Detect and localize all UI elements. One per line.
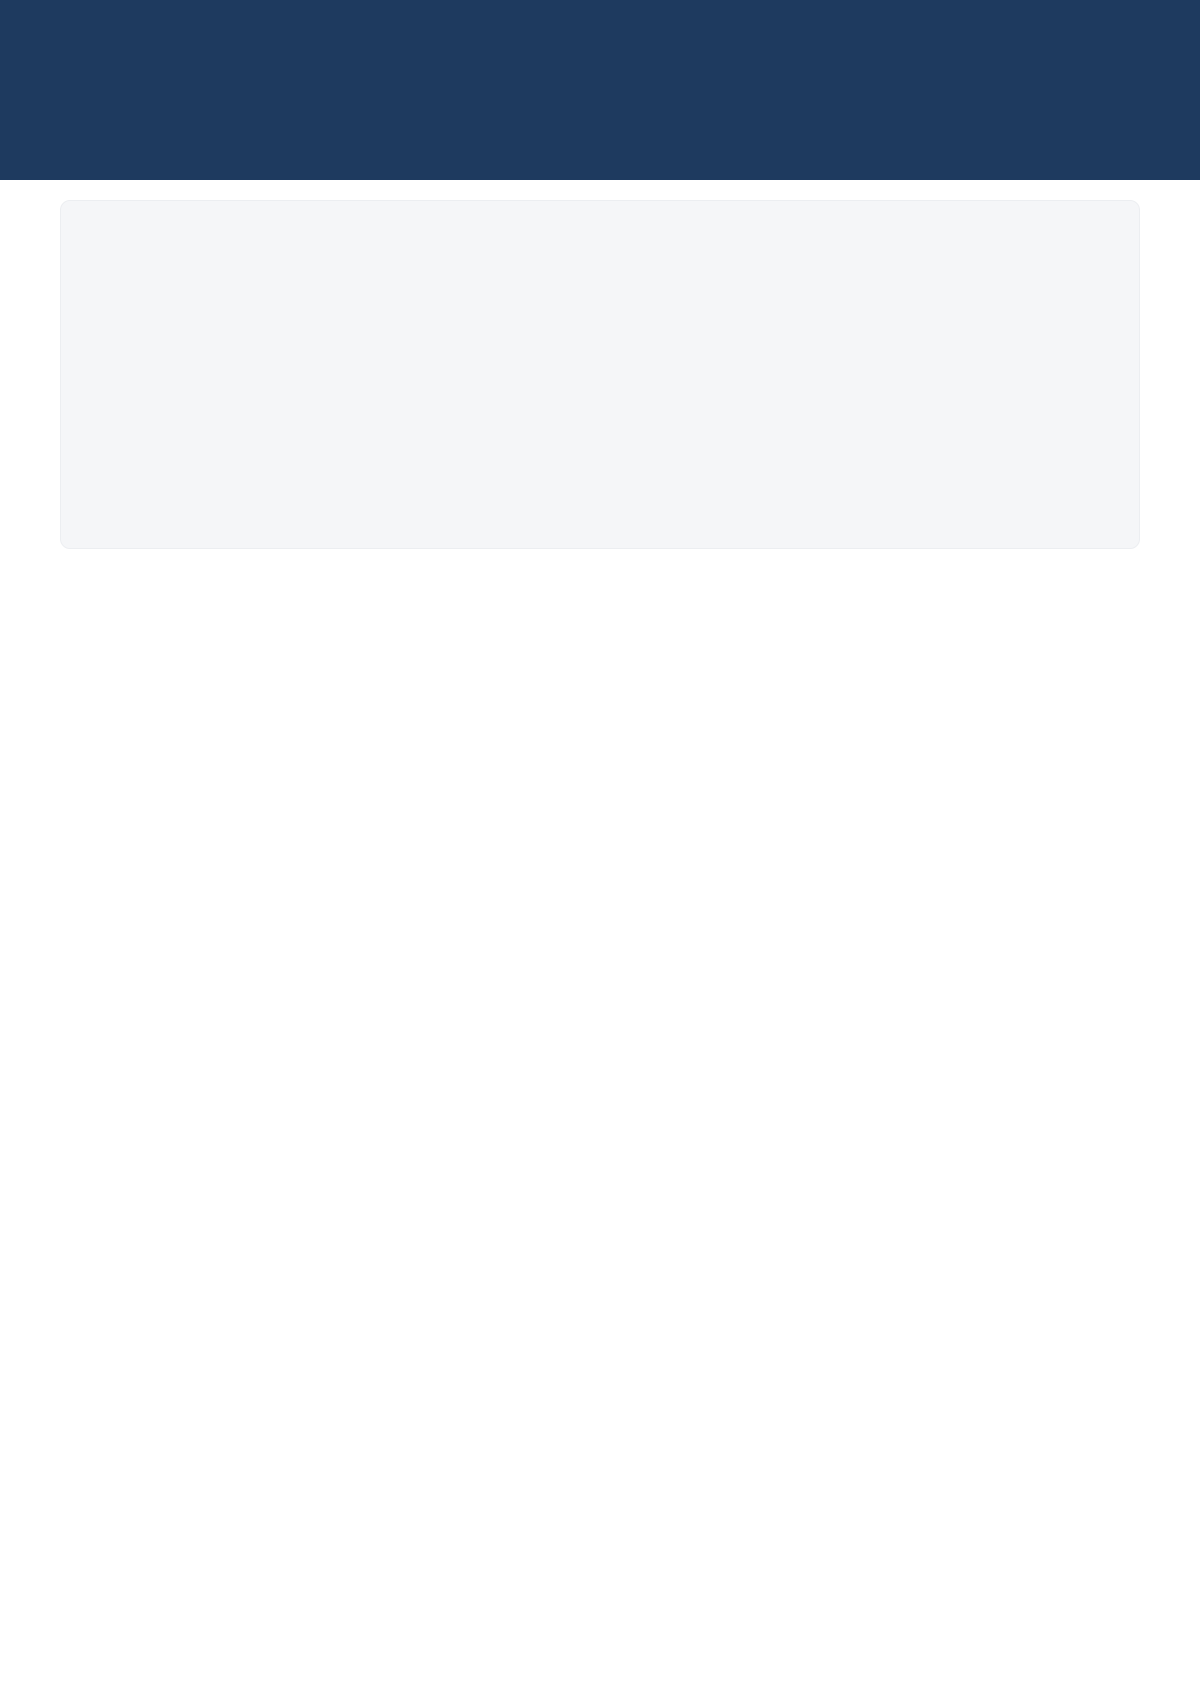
summary-panel xyxy=(60,200,1140,549)
certificate-header xyxy=(0,0,1200,180)
